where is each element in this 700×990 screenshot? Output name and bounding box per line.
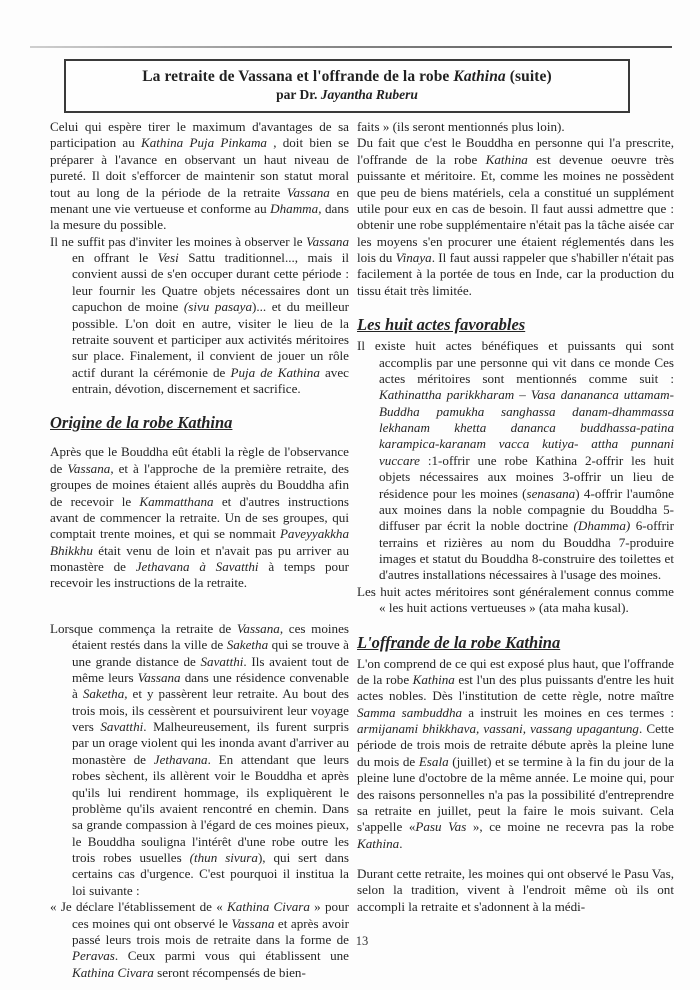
left-column: [50, 119, 349, 981]
text-run: qui se trouve à une grande distance de: [72, 637, 349, 669]
text-run: (suite): [505, 68, 552, 85]
text-run: Il existe huit actes bénéfiques et puissants qui sont accomplis par une personne qui vit dans ce monde Ces actes méritoires sont mentionnés comme suit :: [357, 338, 674, 386]
italic-term: Vassana: [67, 460, 111, 476]
text-run: a instruit les moines en ces termes :: [462, 704, 674, 720]
text-run: en offrant le: [72, 250, 158, 265]
paragraph: [357, 119, 674, 135]
text-run: faits » (ils seront mentionnés plus loin).: [357, 119, 565, 134]
text-run: , ces moines étaient restés dans la ville de: [72, 620, 349, 653]
text-run: . Ceux parmi vous qui établissent une: [114, 948, 349, 964]
paragraph: [357, 866, 674, 915]
text-run: « Je déclare l'établissement de «: [50, 899, 228, 915]
text-run: seront récompensés de bien-: [153, 964, 306, 980]
italic-term: Dhamma: [270, 200, 319, 216]
text-run: Les huit actes méritoires sont généralement connus comme « les huit actions vertueuses » (ata maha kusal).: [357, 583, 674, 616]
italic-term: Puja de Kathina: [230, 364, 320, 380]
italic-term: Kathina: [485, 151, 528, 167]
text-run: dans une résidence convenable à: [72, 669, 349, 702]
text-run: Les huit actes favorables: [357, 315, 526, 335]
text-run: avec entrain, dévotion, discernement et sacrifice.: [72, 364, 349, 396]
text-run: Sattu traditionnel..., mais il convient aussi de s'en occuper durant cette période : leur fournir les Quatre objets nécessaires dont un capuchon de moine: [72, 250, 349, 315]
italic-term: Savatthi: [100, 719, 144, 734]
italic-term: (thun sivura: [189, 850, 258, 865]
italic-term: Vassana: [137, 669, 181, 685]
text-run: Lorsque commença la retraite de: [50, 620, 237, 636]
text-run: », ce moine ne recevra pas la robe: [466, 819, 674, 835]
text-run: .: [399, 835, 403, 851]
document-author: [66, 86, 628, 103]
text-run: . Cette période de trois mois de retraite débute après la pleine lune du mois de: [357, 721, 674, 769]
text-run: est devenue oeuvre très puissante et méritoire. Et, comme les moines ne possèdent que peu de biens matériels, cela a constitué un supplément utile pour eux en cas de besoin. Il faut aussi admettre que : obtenir une robe supplémentaire n'était pas la tâche aisée car les moyens s'en procurer une étaient réglementés dans les lois du: [357, 151, 674, 265]
paragraph: [357, 584, 674, 617]
text-run: )... et du meilleur possible. L'on doit en autre, visiter le lieu de la retraite souvent et participer aux activités méritoires sur place. Finalement, il convient de jouer un rôle actif durant la cérémonie de: [72, 299, 349, 380]
italic-term: Kathinattha parikkharam – Vasa danananca uttamam-Buddha pamukha sanghassa danam-dhammassa lekhanam khetta dananca buddhassa-patina karampica-karanam vacca kutiya- attha punnani vuccare: [379, 387, 674, 468]
right-column: [357, 119, 674, 915]
text-run: en menant une vie vertueuse et conforme au: [50, 184, 349, 216]
text-run: Origine de la robe Kathina: [50, 413, 233, 433]
italic-term: Kathina Puja Pinkama: [141, 135, 267, 151]
text-run: (juillet) et se termine à la fin du jour de la pleine lune d'octobre de la même année. Le moine qui, pour des raisons personnelles n'a pas la possibilité d'entreprendre sa retraite en juillet, peut la faire le mois suivant. Cela s'appelle «: [357, 753, 674, 835]
text-run: . Malheureusement, ils furent surpris par un orage violent qui les inonda avant d'arriver au monastère de: [72, 719, 349, 767]
text-run: par Dr.: [276, 87, 321, 102]
text-run: L'offrande de la robe Kathina: [357, 632, 561, 652]
paragraph: [50, 621, 349, 899]
text-run: L'on comprend de ce qui est exposé plus haut, que l'offrande de la robe: [357, 655, 674, 687]
italic-term: Jayantha Ruberu: [320, 87, 418, 102]
section-heading: [357, 315, 674, 335]
italic-term: (Dhamma): [573, 518, 631, 534]
text-run: est l'un des plus puissants d'entre les huit actes nobles. Dès l'institution de cette règle, notre maître: [357, 671, 674, 704]
italic-term: Samma sambuddha: [357, 704, 463, 720]
text-run: , et à l'approche de la première retraite, des groupes de moines étaient allés auprès du Bouddha afin de recevoir le: [50, 460, 349, 509]
italic-term: Kammatthana: [139, 493, 214, 509]
text-run: était venu de loin et n'avait pas pu arriver au monastère de: [50, 542, 349, 574]
text-run: ), qui sert dans certains cas d'urgence. C'est pourquoi il institua la loi suivante :: [72, 850, 349, 898]
italic-term: senasana: [526, 485, 576, 501]
section-heading: [50, 413, 349, 433]
italic-term: Peravas: [72, 948, 115, 964]
body-columns: [50, 119, 674, 981]
text-run: 6-offrir terrains et rizières au nom du Bouddha 7-produire images et statut du Bouddha 8-construire des toilettes et d'autres installations nécessaires à l'usage des moines.: [379, 518, 674, 583]
text-run: . Ils avaient tout de même leurs: [72, 653, 349, 685]
text-run: et y passèrent leur retraite. Au bout des trois mois, ils cessèrent et poursuivirent leur voyage vers: [72, 686, 349, 734]
italic-term: Esala: [418, 753, 449, 769]
italic-term: Kathina: [357, 835, 400, 851]
text-run: Durant cette retraite, les moines qui ont observé le Pasu Vas, selon la tradition, vivent à l'endroit même où ils ont accompli la retraite et s'adonnent à la médi-: [357, 866, 674, 914]
text-run: La retraite de Vassana et l'offrande de la robe: [142, 68, 454, 85]
italic-term: Saketha,: [82, 686, 128, 702]
italic-term: Kathina: [412, 671, 455, 687]
italic-term: Vassana: [231, 915, 275, 931]
italic-term: Kathina: [453, 68, 506, 85]
text-run: . En attendant que leurs robes sèchent, ils allèrent voir le Bouddha et après qu'ils lui rendirent hommage, ils expliquèrent le problème qu'ils avaient rencontré en chemin. Dans sa grande compassion à l'égard de ces moines pieux, le Bouddha souligna l'intérêt d'une robe outre les trois robes usuelles: [72, 751, 349, 865]
text-run: Il ne suffit pas d'inviter les moines à observer le: [50, 233, 307, 249]
text-run: et d'autres instructions avant de commencer la retraite. Un de ses groupes, qui comptait trente moines, et qui se nommait: [50, 493, 350, 542]
paragraph: [50, 444, 349, 591]
italic-term: Pasu Vas: [415, 819, 467, 835]
text-run: . Il faut aussi rappeler que s'habiller n'était pas facilement à la portée de tous en Inde, car la production du tissu était très limitée.: [357, 250, 674, 298]
italic-term: Jethavana à Savatthi: [135, 559, 259, 574]
italic-term: armijanami bhikkhava, vassani, vassang upagantung: [357, 721, 639, 736]
italic-term: Vassana: [236, 620, 280, 636]
italic-term: Vesi: [157, 250, 179, 265]
text-run: Après que le Bouddha eût établi la règle de l'observance de: [50, 444, 349, 476]
text-run: , dans la mesure du possible.: [50, 200, 349, 233]
text-run: à temps pour recevoir les instructions de la retraite.: [50, 559, 349, 591]
paragraph: [50, 234, 349, 398]
text-run: :1-offrir une robe Kathina 2-offrir les huit objets nécessaires aux moines 3-offrir un lieu de résidence pour les moines (: [379, 452, 674, 501]
italic-term: Vassana: [286, 184, 330, 200]
italic-term: Vassana: [306, 233, 349, 249]
top-rule-divider: [30, 46, 672, 48]
text-run: Du fait que c'est le Bouddha en personne qui l'a prescrite, l'offrande de la robe: [357, 135, 674, 167]
italic-term: (sivu pasaya: [183, 299, 252, 315]
title-box: [64, 59, 630, 113]
text-run: » pour ces moines qui ont observé le: [72, 899, 349, 931]
italic-term: Paveyyakkha Bhikkhu: [50, 526, 349, 558]
italic-term: Saketha: [226, 637, 269, 653]
text-run: , doit bien se préparer à l'avance en observant un haut niveau de pureté. Il doit s'efforcer de maintenir son statut moral tout au long de la période de la retraite: [50, 135, 350, 200]
paragraph: [357, 656, 674, 853]
text-run: Celui qui espère tirer le maximum d'avantages de sa participation au: [50, 119, 349, 151]
paragraph: [50, 119, 349, 234]
paragraph: [357, 338, 674, 584]
text-run: ) 4-offrir l'aumône aux moines dans la noble compagnie du Bouddha 5-diffuser par écrit la noble doctrine: [379, 485, 674, 534]
document-title: [66, 67, 628, 86]
paragraph: [357, 135, 674, 299]
italic-term: Kathina Civara: [227, 899, 310, 915]
italic-term: Vinaya: [395, 250, 432, 265]
text-run: et après avoir passé leurs trois mois de retraite dans la forme de: [72, 915, 349, 947]
page-number: 13: [355, 934, 369, 948]
italic-term: Jethavana: [153, 751, 208, 767]
italic-term: Savatthi: [200, 653, 244, 669]
section-heading: [357, 633, 674, 653]
italic-term: Kathina Civara: [72, 964, 154, 980]
